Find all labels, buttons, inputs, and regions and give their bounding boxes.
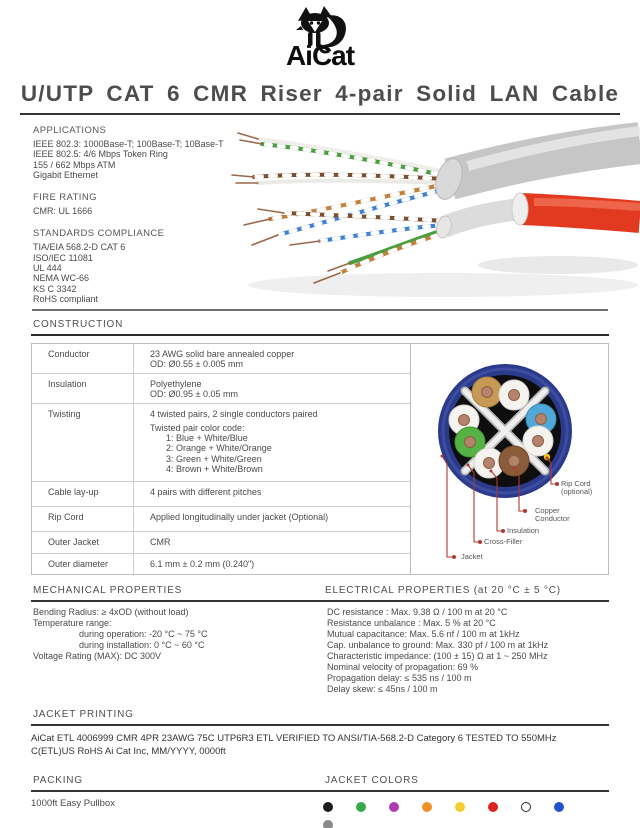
row-value-line: OD: Ø0.55 ± 0.005 mm xyxy=(150,358,243,369)
jacket-color-swatches xyxy=(323,798,609,828)
table-row xyxy=(32,404,410,482)
jacket-printing-section xyxy=(31,709,609,758)
mechanical-line: Voltage Rating (MAX): DC 300V xyxy=(33,650,162,661)
standard-line: TIA/EIA 568.2-D CAT 6 xyxy=(33,242,126,253)
applications-list xyxy=(33,139,248,180)
electrical-line: Resistance unbalance : Max. 5 % at 20 °C xyxy=(327,617,496,628)
overview-section xyxy=(0,115,640,309)
fire-rating-list xyxy=(33,206,248,216)
diagram-label-cross-filler: Cross-Filler xyxy=(484,536,523,546)
construction-table xyxy=(31,343,609,575)
packing-headings xyxy=(31,775,609,790)
cable-photo xyxy=(228,117,640,309)
row-label: Rip Cord xyxy=(32,507,134,531)
row-label: Conductor xyxy=(32,344,134,373)
properties-body xyxy=(31,602,609,695)
electrical-line: Nominal velocity of propagation: 69 % xyxy=(327,661,479,672)
row-value-line: 2: Orange + White/Orange xyxy=(166,443,272,454)
brand-logo xyxy=(0,0,640,78)
table-row xyxy=(32,374,410,404)
row-value-line: 4 twisted pairs, 2 single conductors paired xyxy=(150,408,318,419)
diagram-label-jacket: Jacket xyxy=(461,551,483,561)
application-line: 155 / 662 Mbps ATM xyxy=(33,159,116,170)
jacket-printing-heading: JACKET PRINTING xyxy=(33,708,134,720)
row-value-line: 4: Brown + White/Brown xyxy=(166,463,263,474)
fire-rating-line: CMR: UL 1666 xyxy=(33,206,93,217)
application-line: Gigabit Ethernet xyxy=(33,169,99,180)
diagram-label-copper-conductor: Copper Conductor xyxy=(535,505,570,523)
standards-list xyxy=(33,242,248,304)
row-value-line: Polyethylene xyxy=(150,378,202,389)
row-value-line: 1: Blue + White/Blue xyxy=(166,433,248,444)
jacket-color-swatch xyxy=(488,802,498,812)
jacket-printing-line: AiCat ETL 4006999 CMR 4PR 23AWG 75C UTP6R3 ETL VERIFIED TO ANSI/TIA-568.2-D Category 6 TESTED TO 550MHz xyxy=(31,732,557,744)
standard-line: ISO/IEC 11081 xyxy=(33,252,93,263)
construction-heading: CONSTRUCTION xyxy=(33,318,124,330)
jacket-color-swatch xyxy=(323,802,333,812)
jacket-printing-text xyxy=(31,726,609,758)
diagram-label-insulation: Insulation xyxy=(507,525,540,535)
mechanical-line: during operation: -20 °C ~ 75 °C xyxy=(79,628,208,639)
jacket-color-swatch xyxy=(389,802,399,812)
jacket-color-swatch xyxy=(554,802,564,812)
standards-heading: STANDARDS COMPLIANCE xyxy=(33,228,165,240)
standard-line: UL 444 xyxy=(33,263,62,274)
row-value xyxy=(134,554,410,576)
applications-heading: APPLICATIONS xyxy=(33,125,107,136)
table-row xyxy=(32,532,410,554)
spec-summary-column xyxy=(33,125,248,316)
row-value-line: Applied longitudinally under jacket (Optional) xyxy=(150,511,329,522)
row-value xyxy=(134,507,410,531)
packing-heading: PACKING xyxy=(33,774,83,786)
mechanical-line: Temperature range: xyxy=(33,617,112,628)
application-line: IEEE 802.3: 1000Base-T; 100Base-T; 10Base-T xyxy=(33,139,224,149)
row-label: Outer Jacket xyxy=(32,532,134,553)
electrical-heading: ELECTRICAL PROPERTIES (at 20 °C ± 5 °C) xyxy=(325,584,561,596)
jacket-color-swatch xyxy=(521,802,531,812)
fire-rating-block xyxy=(33,192,248,216)
properties-headings xyxy=(31,585,609,600)
row-value-line: 3: Green + White/Green xyxy=(166,453,262,464)
page-title: U/UTP CAT 6 CMR Riser 4-pair Solid LAN Cable xyxy=(20,81,620,106)
table-row xyxy=(32,344,410,374)
jacket-printing-line: C(ETL)US RoHS Ai Cat Inc, MM/YYYY, 0000ft xyxy=(31,745,226,757)
row-label: Insulation xyxy=(32,374,134,403)
row-value-line: CMR xyxy=(150,536,171,547)
row-label: Outer diameter xyxy=(32,554,134,576)
packing-text xyxy=(31,798,323,828)
diagram-label-rip-cord: Rip Cord (optional) xyxy=(561,478,593,496)
electrical-line: Cap. unbalance to ground: Max. 330 pf / 100 m at 1kHz xyxy=(327,639,549,650)
properties-section xyxy=(31,585,609,695)
standard-line: NEMA WC-66 xyxy=(33,273,90,284)
brand-name: AiCat xyxy=(285,40,355,71)
row-value xyxy=(134,482,410,506)
standard-line: KS C 3342 xyxy=(33,283,77,294)
table-row xyxy=(32,482,410,507)
mechanical-line: Bending Radius: ≥ 4xOD (without load) xyxy=(33,606,189,617)
jacket-color-swatch xyxy=(356,802,366,812)
electrical-line: Mutual capacitance: Max. 5.6 nf / 100 m at 1kHz xyxy=(327,628,520,639)
jacket-color-swatch xyxy=(323,820,333,828)
application-line: IEEE 802.5: 4/6 Mbps Token Ring xyxy=(33,149,168,160)
standard-line: RoHS compliant xyxy=(33,293,99,304)
row-label: Cable lay-up xyxy=(32,482,134,506)
electrical-list xyxy=(325,607,609,695)
row-value-line: 6.1 mm ± 0.2 mm (0.240") xyxy=(150,558,255,569)
row-value xyxy=(134,532,410,553)
table-row xyxy=(32,507,410,532)
row-value xyxy=(134,344,410,373)
row-value-line: 4 pairs with different pitches xyxy=(150,486,262,497)
electrical-line: DC resistance : Max. 9.38 Ω / 100 m at 20 °C xyxy=(327,606,508,617)
jacket-color-swatch xyxy=(455,802,465,812)
row-value xyxy=(134,404,410,481)
electrical-line: Characteristic impedance: (100 ± 15) Ω at 1 ~ 250 MHz xyxy=(327,650,548,661)
jacket-color-swatch xyxy=(422,802,432,812)
cross-section-diagram xyxy=(411,344,608,574)
mechanical-heading: MECHANICAL PROPERTIES xyxy=(33,584,183,596)
packing-section xyxy=(31,775,609,828)
standards-block xyxy=(33,228,248,304)
row-value-line: OD: Ø0.95 ± 0.05 mm xyxy=(150,388,238,399)
row-value-line: Twisted pair color code: xyxy=(150,422,245,433)
jacket-colors-heading: JACKET COLORS xyxy=(325,774,419,786)
fire-rating-heading: FIRE RATING xyxy=(33,192,97,204)
cable-photo-image xyxy=(228,117,640,309)
construction-rule xyxy=(31,334,609,336)
packing-body xyxy=(31,792,609,828)
packing-line: 1000ft Easy Pullbox xyxy=(31,797,115,809)
mechanical-list xyxy=(31,607,325,695)
applications-block xyxy=(33,125,248,180)
mechanical-line: during installation: 0 °C ~ 60 °C xyxy=(79,639,205,650)
row-label: Twisting xyxy=(32,404,134,481)
electrical-line: Propagation delay: ≤ 535 ns / 100 m xyxy=(327,672,472,683)
electrical-line: Delay skew: ≤ 45ns / 100 m xyxy=(327,683,438,694)
row-value-line: 23 AWG solid bare annealed copper xyxy=(150,348,295,359)
table-row xyxy=(32,554,410,576)
construction-rows xyxy=(32,344,411,574)
row-value xyxy=(134,374,410,403)
